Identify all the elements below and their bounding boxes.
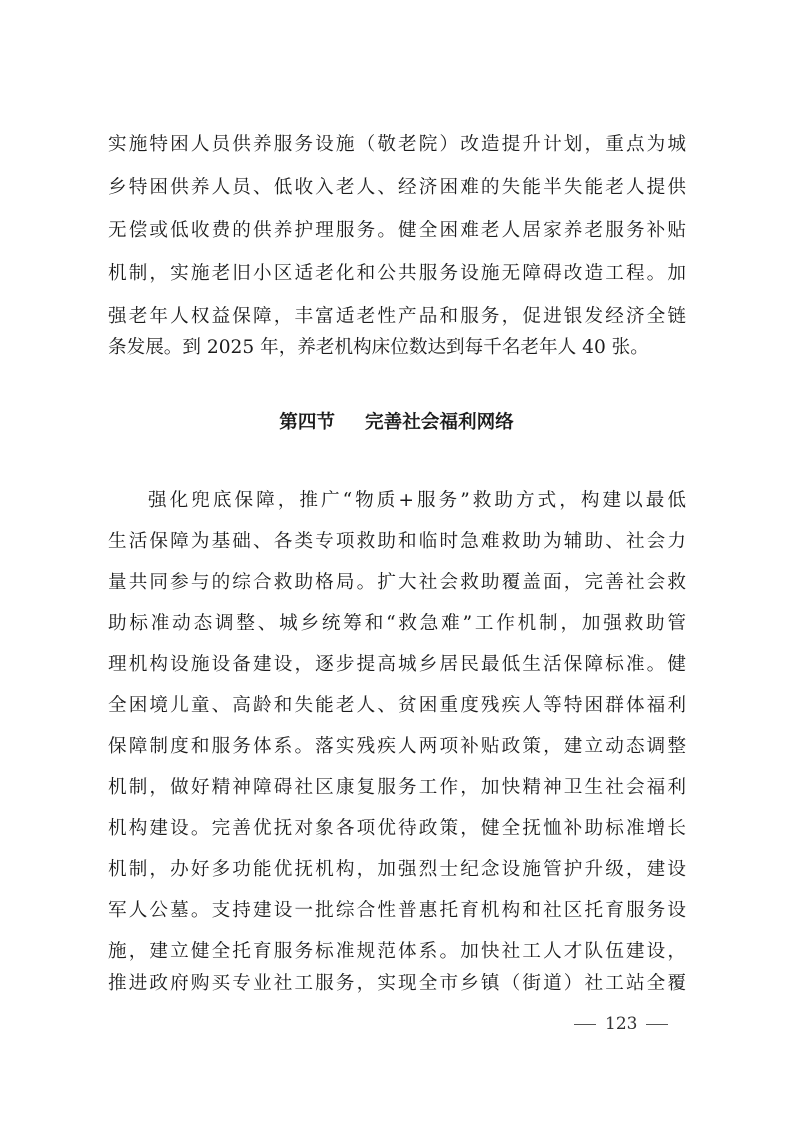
paragraph-line: 保障制度和服务体系。落实残疾人两项补贴政策，建立动态调整 bbox=[108, 736, 686, 757]
footer-dash-right bbox=[646, 1024, 668, 1025]
paragraph-line: 生活保障为基础、各类专项救助和临时急难救助为辅助、社会力 bbox=[108, 531, 686, 552]
paragraph-line: 施，建立健全托育服务标准规范体系。加快社工人才队伍建设， bbox=[108, 941, 686, 962]
paragraph-line: 强化兜底保障，推广“物质+服务”救助方式，构建以最低 bbox=[148, 490, 686, 511]
paragraph-line: 机制，实施老旧小区适老化和公共服务设施无障碍改造工程。加 bbox=[108, 263, 686, 284]
section-title: 完善社会福利网络 bbox=[365, 412, 514, 433]
footer-dash-left bbox=[574, 1024, 596, 1025]
section-number: 第四节 bbox=[279, 412, 336, 433]
paragraph-line: 机制，办好多功能优抚机构，加强烈士纪念设施管护升级，建设 bbox=[108, 859, 686, 880]
paragraph-line: 强老年人权益保障，丰富适老性产品和服务，促进银发经济全链 bbox=[108, 306, 686, 327]
page-footer bbox=[574, 1009, 684, 1039]
paragraph-line: 推进政府购买专业社工服务，实现全市乡镇（街道）社工站全覆 bbox=[108, 973, 686, 994]
paragraph-line: 实施特困人员供养服务设施（敬老院）改造提升计划，重点为城 bbox=[108, 134, 686, 155]
section-heading bbox=[0, 401, 793, 445]
paragraph-line: 助标准动态调整、城乡统筹和“救急难”工作机制，加强救助管 bbox=[108, 613, 686, 634]
paragraph-line: 无偿或低收费的供养护理服务。健全困难老人居家养老服务补贴 bbox=[108, 220, 686, 241]
paragraph-line: 机制，做好精神障碍社区康复服务工作，加快精神卫生社会福利 bbox=[108, 777, 686, 798]
paragraph-line: 全困境儿童、高龄和失能老人、贫困重度残疾人等特困群体福利 bbox=[108, 695, 686, 716]
paragraph-line: 量共同参与的综合救助格局。扩大社会救助覆盖面，完善社会救 bbox=[108, 572, 686, 593]
paragraph-line: 机构建设。完善优抚对象各项优待政策，健全抚恤补助标准增长 bbox=[108, 818, 686, 839]
paragraph-line: 理机构设施设备建设，逐步提高城乡居民最低生活保障标准。健 bbox=[108, 654, 686, 675]
paragraph-line: 条发展。到 2025 年，养老机构床位数达到每千名老年人 40 张。 bbox=[108, 337, 649, 358]
paragraph-line: 乡特困供养人员、低收入老人、经济困难的失能半失能老人提供 bbox=[108, 177, 686, 198]
page-number: 123 bbox=[605, 1014, 638, 1034]
paragraph-line: 军人公墓。支持建设一批综合性普惠托育机构和社区托育服务设 bbox=[108, 900, 686, 921]
